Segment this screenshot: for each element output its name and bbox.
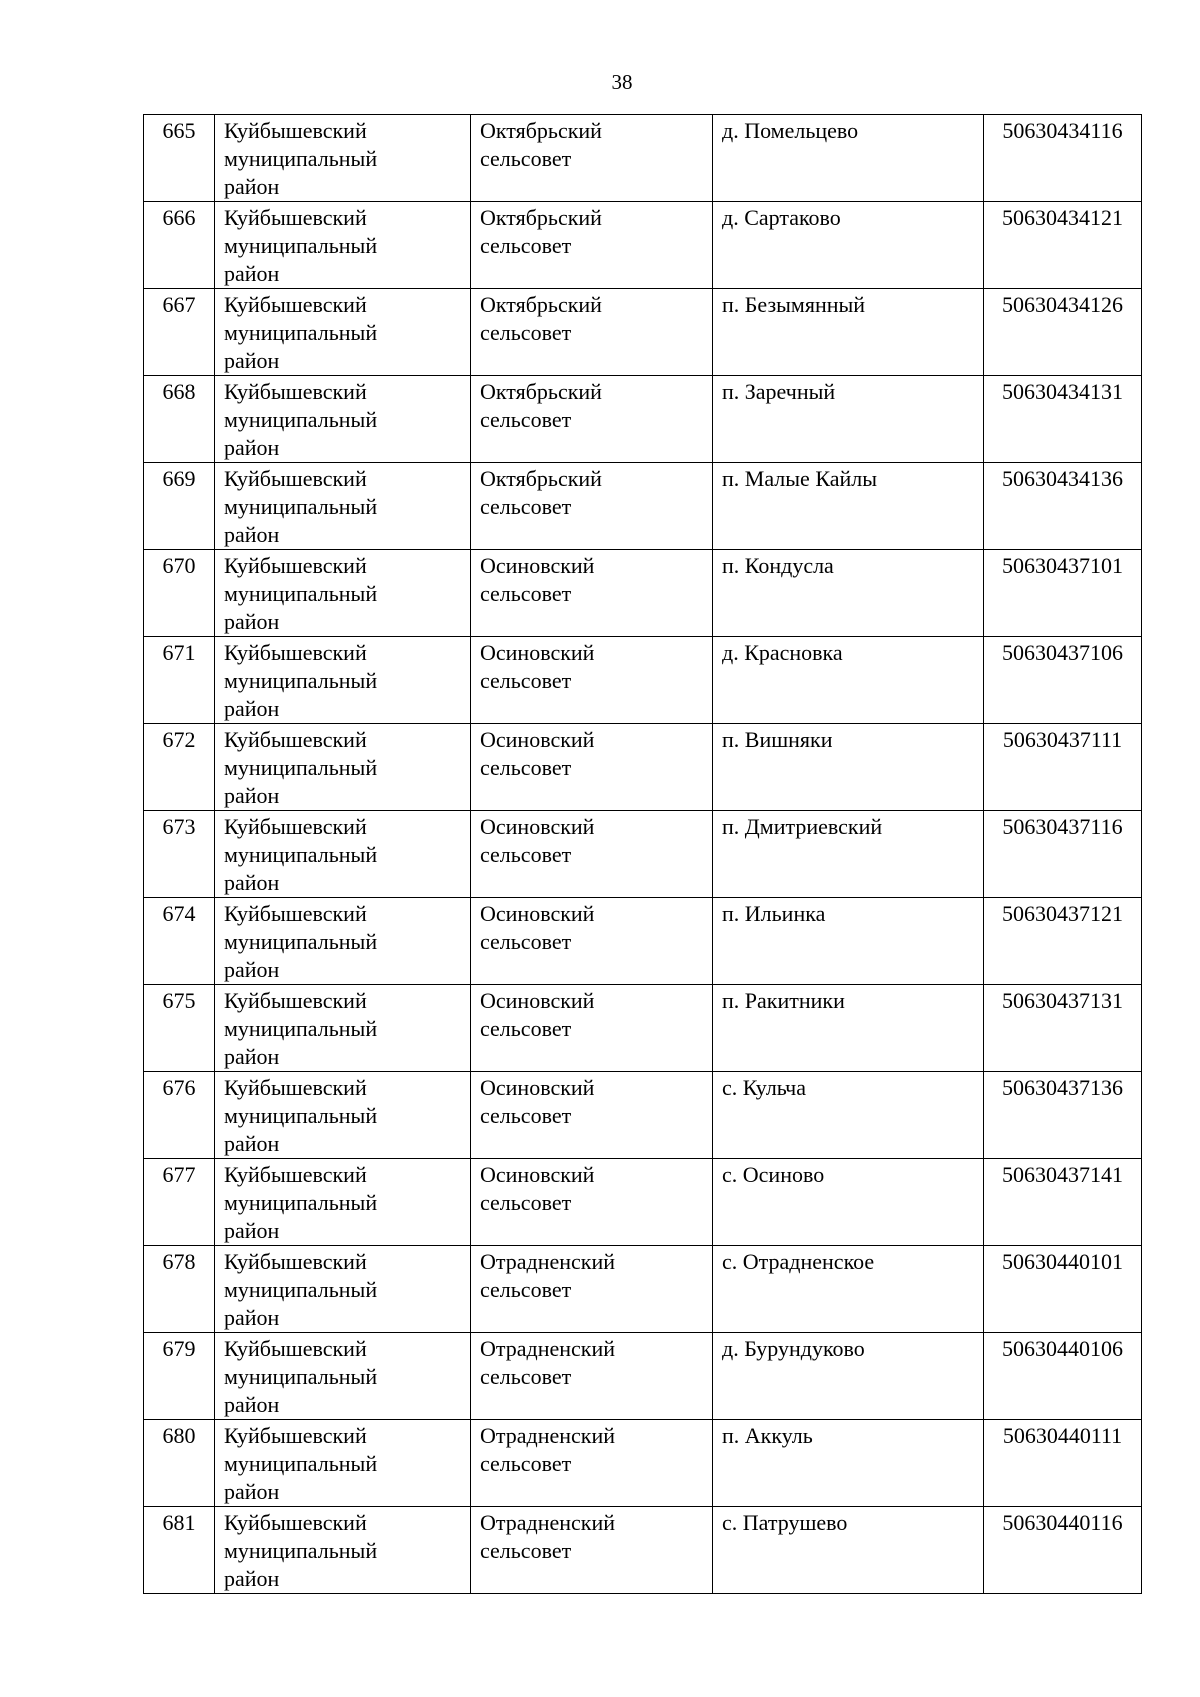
row-number-cell: 677 xyxy=(144,1159,215,1246)
district-cell xyxy=(215,550,471,637)
district-cell-line: Куйбышевский xyxy=(224,1423,367,1448)
district-cell-line: Куйбышевский xyxy=(224,814,367,839)
district-cell-line: Куйбышевский xyxy=(224,727,367,752)
settlement-cell: п. Безымянный xyxy=(713,289,984,376)
settlement-cell: с. Осиново xyxy=(713,1159,984,1246)
council-cell-line: сельсовет xyxy=(480,494,572,519)
council-cell-line: Осиновский xyxy=(480,814,595,839)
settlement-cell: п. Вишняки xyxy=(713,724,984,811)
council-cell-line: Осиновский xyxy=(480,727,595,752)
council-cell-line: сельсовет xyxy=(480,581,572,606)
oktmo-code-cell: 50630434121 xyxy=(984,202,1142,289)
district-cell xyxy=(215,1507,471,1594)
district-cell-line: Куйбышевский xyxy=(224,292,367,317)
district-cell xyxy=(215,289,471,376)
table-row xyxy=(144,724,1142,811)
district-cell-line: Куйбышевский xyxy=(224,1162,367,1187)
district-cell xyxy=(215,1246,471,1333)
table-row xyxy=(144,811,1142,898)
council-cell xyxy=(471,289,713,376)
row-number-cell: 674 xyxy=(144,898,215,985)
district-cell-line: район xyxy=(224,1479,280,1504)
row-number-cell: 665 xyxy=(144,115,215,202)
district-cell-line: Куйбышевский xyxy=(224,1249,367,1274)
district-cell-line: район xyxy=(224,174,280,199)
district-cell-line: район xyxy=(224,1218,280,1243)
row-number-cell: 668 xyxy=(144,376,215,463)
council-cell xyxy=(471,1072,713,1159)
settlement-cell: с. Отрадненское xyxy=(713,1246,984,1333)
page-number: 38 xyxy=(611,70,633,94)
oktmo-code-cell: 50630437121 xyxy=(984,898,1142,985)
district-cell-line: Куйбышевский xyxy=(224,379,367,404)
settlement-cell: с. Кульча xyxy=(713,1072,984,1159)
council-cell-line: Осиновский xyxy=(480,553,595,578)
settlement-cell: д. Красновка xyxy=(713,637,984,724)
settlement-cell: п. Дмитриевский xyxy=(713,811,984,898)
settlement-cell: д. Бурундуково xyxy=(713,1333,984,1420)
council-cell-line: сельсовет xyxy=(480,320,572,345)
district-cell-line: район xyxy=(224,1392,280,1417)
settlement-cell: п. Заречный xyxy=(713,376,984,463)
settlement-cell: п. Кондусла xyxy=(713,550,984,637)
council-cell-line: Октябрьский xyxy=(480,118,602,143)
district-cell-line: район xyxy=(224,435,280,460)
settlement-cell: с. Патрушево xyxy=(713,1507,984,1594)
district-cell xyxy=(215,463,471,550)
oktmo-code-cell: 50630440116 xyxy=(984,1507,1142,1594)
district-cell-line: район xyxy=(224,696,280,721)
council-cell-line: Октябрьский xyxy=(480,466,602,491)
oktmo-code-cell: 50630437106 xyxy=(984,637,1142,724)
oktmo-code-cell: 50630440106 xyxy=(984,1333,1142,1420)
council-cell-line: сельсовет xyxy=(480,233,572,258)
district-cell-line: муниципальный xyxy=(224,755,378,780)
council-cell xyxy=(471,202,713,289)
council-cell-line: Октябрьский xyxy=(480,205,602,230)
oktmo-code-cell: 50630434131 xyxy=(984,376,1142,463)
district-cell xyxy=(215,1420,471,1507)
oktmo-code-cell: 50630434126 xyxy=(984,289,1142,376)
council-cell-line: Отрадненский xyxy=(480,1423,616,1448)
row-number-cell: 671 xyxy=(144,637,215,724)
district-cell xyxy=(215,1159,471,1246)
oktmo-code-cell: 50630437101 xyxy=(984,550,1142,637)
council-cell xyxy=(471,115,713,202)
district-cell-line: район xyxy=(224,1131,280,1156)
table-row xyxy=(144,1333,1142,1420)
council-cell xyxy=(471,1507,713,1594)
row-number-cell: 672 xyxy=(144,724,215,811)
district-cell-line: Куйбышевский xyxy=(224,1510,367,1535)
district-cell-line: район xyxy=(224,1566,280,1591)
district-cell-line: муниципальный xyxy=(224,929,378,954)
table-row xyxy=(144,115,1142,202)
oktmo-code-cell: 50630437136 xyxy=(984,1072,1142,1159)
row-number-cell: 669 xyxy=(144,463,215,550)
council-cell-line: Отрадненский xyxy=(480,1249,616,1274)
oktmo-code-cell: 50630434116 xyxy=(984,115,1142,202)
table-row xyxy=(144,376,1142,463)
row-number-cell: 679 xyxy=(144,1333,215,1420)
row-number-cell: 678 xyxy=(144,1246,215,1333)
council-cell-line: Отрадненский xyxy=(480,1336,616,1361)
district-cell-line: муниципальный xyxy=(224,1277,378,1302)
district-cell-line: район xyxy=(224,261,280,286)
settlement-cell: п. Аккуль xyxy=(713,1420,984,1507)
district-cell-line: Куйбышевский xyxy=(224,1336,367,1361)
district-cell-line: район xyxy=(224,609,280,634)
council-cell-line: сельсовет xyxy=(480,1190,572,1215)
district-cell-line: муниципальный xyxy=(224,1016,378,1041)
council-cell xyxy=(471,898,713,985)
district-cell-line: район xyxy=(224,870,280,895)
row-number-cell: 680 xyxy=(144,1420,215,1507)
district-cell-line: муниципальный xyxy=(224,842,378,867)
district-cell-line: район xyxy=(224,522,280,547)
council-cell-line: сельсовет xyxy=(480,755,572,780)
district-cell-line: Куйбышевский xyxy=(224,988,367,1013)
council-cell xyxy=(471,1246,713,1333)
council-cell-line: сельсовет xyxy=(480,842,572,867)
council-cell-line: сельсовет xyxy=(480,1277,572,1302)
district-cell xyxy=(215,985,471,1072)
oktmo-code-cell: 50630437111 xyxy=(984,724,1142,811)
district-cell-line: муниципальный xyxy=(224,1103,378,1128)
district-cell-line: Куйбышевский xyxy=(224,901,367,926)
council-cell xyxy=(471,550,713,637)
district-cell xyxy=(215,898,471,985)
district-cell xyxy=(215,637,471,724)
district-cell-line: муниципальный xyxy=(224,233,378,258)
council-cell xyxy=(471,463,713,550)
oktmo-code-cell: 50630437131 xyxy=(984,985,1142,1072)
district-cell-line: Куйбышевский xyxy=(224,640,367,665)
council-cell-line: сельсовет xyxy=(480,1016,572,1041)
council-cell-line: Октябрьский xyxy=(480,379,602,404)
council-cell-line: сельсовет xyxy=(480,1103,572,1128)
settlement-cell: д. Помельцево xyxy=(713,115,984,202)
district-cell xyxy=(215,376,471,463)
district-cell-line: Куйбышевский xyxy=(224,205,367,230)
settlement-cell: п. Малые Кайлы xyxy=(713,463,984,550)
settlement-cell: п. Ильинка xyxy=(713,898,984,985)
district-cell xyxy=(215,1333,471,1420)
district-cell-line: муниципальный xyxy=(224,1364,378,1389)
council-cell xyxy=(471,724,713,811)
table-row xyxy=(144,289,1142,376)
district-cell xyxy=(215,724,471,811)
council-cell-line: сельсовет xyxy=(480,929,572,954)
district-cell-line: муниципальный xyxy=(224,1190,378,1215)
table-row xyxy=(144,463,1142,550)
council-cell-line: Осиновский xyxy=(480,901,595,926)
council-cell-line: сельсовет xyxy=(480,1538,572,1563)
table-row xyxy=(144,550,1142,637)
district-cell-line: муниципальный xyxy=(224,581,378,606)
district-cell-line: Куйбышевский xyxy=(224,118,367,143)
council-cell xyxy=(471,376,713,463)
table-row xyxy=(144,1072,1142,1159)
council-cell-line: Октябрьский xyxy=(480,292,602,317)
council-cell-line: Осиновский xyxy=(480,1162,595,1187)
table-row xyxy=(144,1246,1142,1333)
oktmo-code-cell: 50630440111 xyxy=(984,1420,1142,1507)
oktmo-code-cell: 50630437141 xyxy=(984,1159,1142,1246)
oktmo-code-cell: 50630434136 xyxy=(984,463,1142,550)
district-cell-line: муниципальный xyxy=(224,146,378,171)
settlement-cell: д. Сартаково xyxy=(713,202,984,289)
council-cell xyxy=(471,1420,713,1507)
district-cell-line: Куйбышевский xyxy=(224,1075,367,1100)
council-cell-line: Отрадненский xyxy=(480,1510,616,1535)
table-row xyxy=(144,1420,1142,1507)
district-cell xyxy=(215,811,471,898)
council-cell-line: сельсовет xyxy=(480,668,572,693)
table-row xyxy=(144,1159,1142,1246)
council-cell-line: сельсовет xyxy=(480,407,572,432)
row-number-cell: 673 xyxy=(144,811,215,898)
table-row xyxy=(144,1507,1142,1594)
district-cell xyxy=(215,202,471,289)
council-cell-line: Осиновский xyxy=(480,988,595,1013)
council-cell-line: сельсовет xyxy=(480,1451,572,1476)
district-cell-line: муниципальный xyxy=(224,1451,378,1476)
district-cell-line: муниципальный xyxy=(224,668,378,693)
district-cell-line: муниципальный xyxy=(224,494,378,519)
district-cell xyxy=(215,1072,471,1159)
settlement-cell: п. Ракитники xyxy=(713,985,984,1072)
council-cell xyxy=(471,1333,713,1420)
table-row xyxy=(144,898,1142,985)
council-cell xyxy=(471,1159,713,1246)
district-cell-line: район xyxy=(224,957,280,982)
row-number-cell: 681 xyxy=(144,1507,215,1594)
settlements-table xyxy=(143,114,1142,1594)
district-cell-line: муниципальный xyxy=(224,320,378,345)
district-cell xyxy=(215,115,471,202)
table-row xyxy=(144,202,1142,289)
district-cell-line: муниципальный xyxy=(224,1538,378,1563)
table-body xyxy=(144,115,1142,1594)
council-cell-line: Осиновский xyxy=(480,1075,595,1100)
district-cell-line: муниципальный xyxy=(224,407,378,432)
council-cell-line: сельсовет xyxy=(480,146,572,171)
district-cell-line: район xyxy=(224,1305,280,1330)
oktmo-code-cell: 50630437116 xyxy=(984,811,1142,898)
council-cell xyxy=(471,985,713,1072)
row-number-cell: 676 xyxy=(144,1072,215,1159)
district-cell-line: Куйбышевский xyxy=(224,466,367,491)
row-number-cell: 675 xyxy=(144,985,215,1072)
district-cell-line: район xyxy=(224,348,280,373)
district-cell-line: Куйбышевский xyxy=(224,553,367,578)
council-cell-line: сельсовет xyxy=(480,1364,572,1389)
row-number-cell: 667 xyxy=(144,289,215,376)
council-cell-line: Осиновский xyxy=(480,640,595,665)
table-row xyxy=(144,985,1142,1072)
council-cell xyxy=(471,637,713,724)
row-number-cell: 666 xyxy=(144,202,215,289)
district-cell-line: район xyxy=(224,783,280,808)
table-row xyxy=(144,637,1142,724)
oktmo-code-cell: 50630440101 xyxy=(984,1246,1142,1333)
council-cell xyxy=(471,811,713,898)
district-cell-line: район xyxy=(224,1044,280,1069)
row-number-cell: 670 xyxy=(144,550,215,637)
